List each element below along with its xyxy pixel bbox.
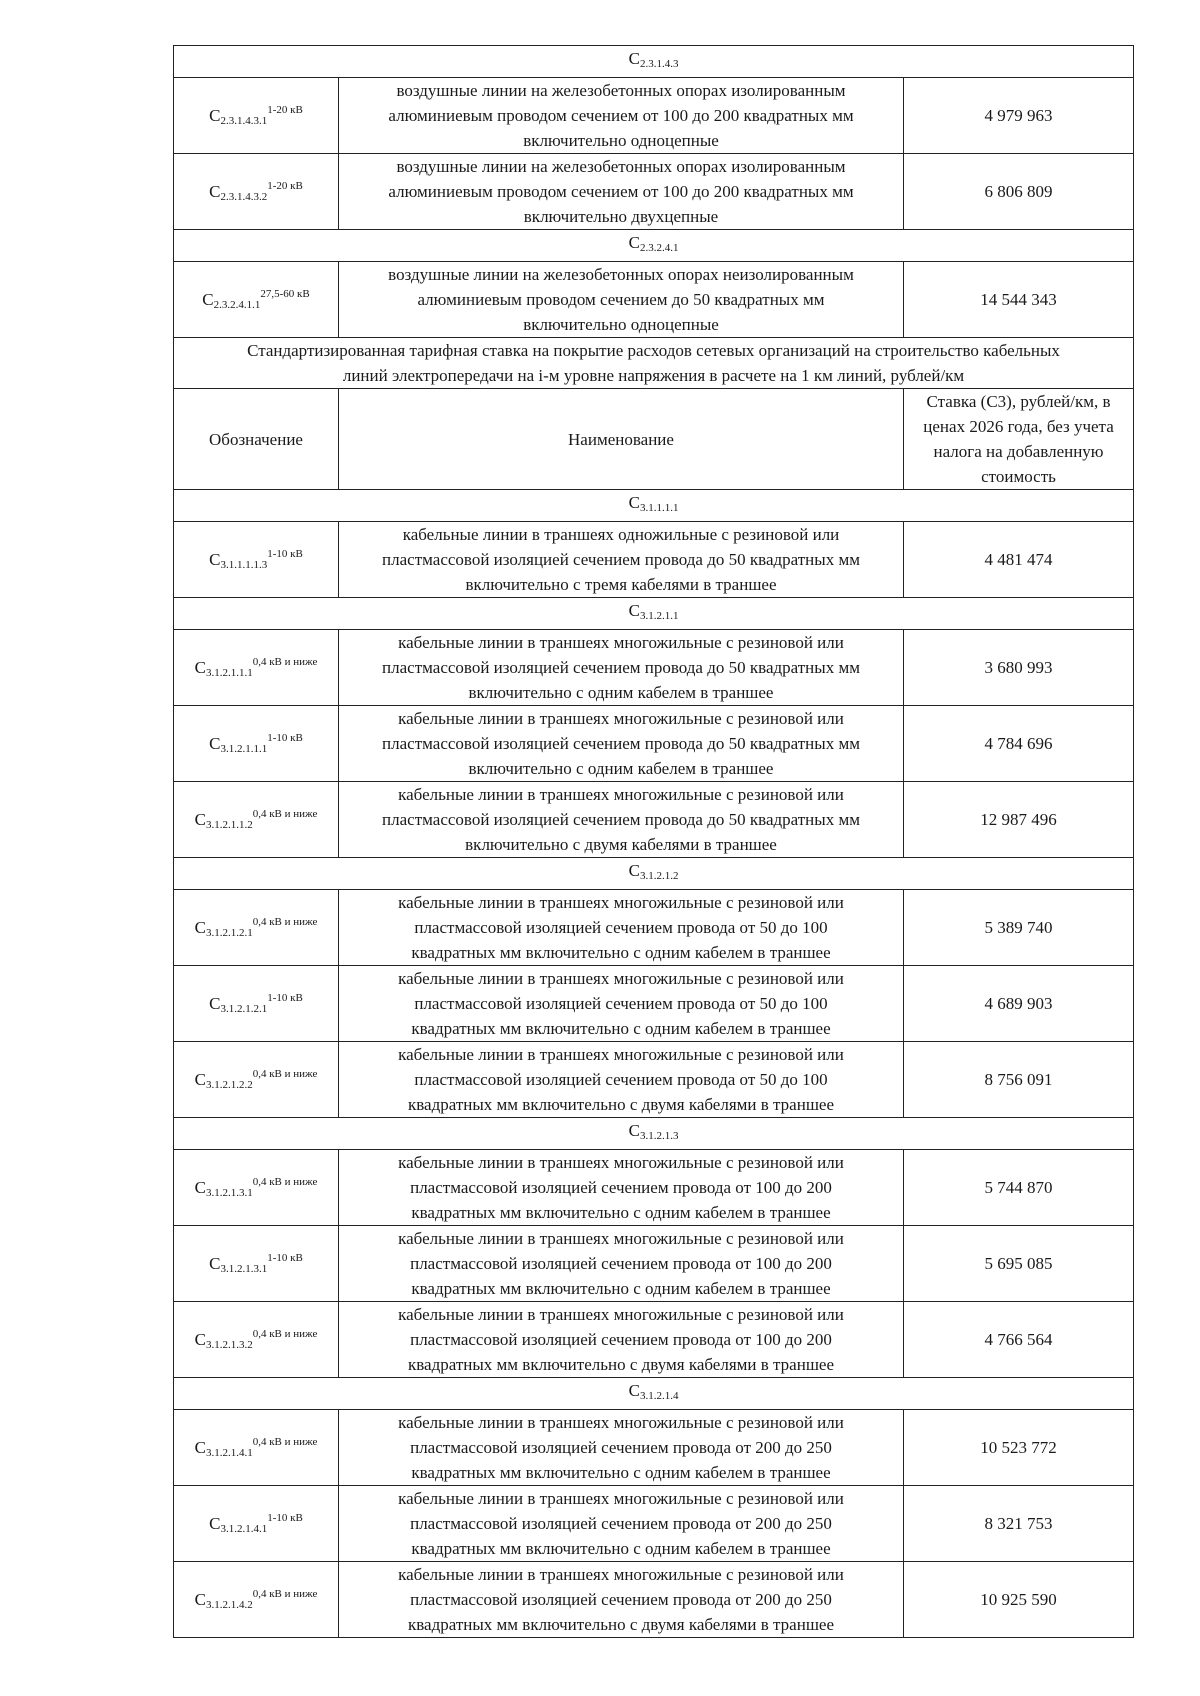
description-line: пластмассовой изоляцией сечением провода от 50 до 100	[414, 918, 828, 937]
code-voltage-superscript: 1-20 кВ	[267, 103, 303, 116]
description-line: квадратных мм включительно с двумя кабелями в траншее	[407, 1355, 834, 1374]
rate-value-cell: 4 481 474	[904, 522, 1134, 598]
description-line: кабельные линии в траншеях многожильные с резиновой или	[398, 785, 844, 804]
description-line: включительно одноцепные	[523, 315, 719, 334]
group-header-row	[174, 1378, 1134, 1410]
code-voltage-superscript: 0,4 кВ и ниже	[252, 1175, 318, 1188]
rate-value-cell: 5 695 085	[904, 1226, 1134, 1302]
rate-value-cell: 10 925 590	[904, 1562, 1134, 1638]
table-row	[174, 1042, 1134, 1118]
code-voltage-superscript: 1-10 кВ	[267, 731, 303, 744]
code-base: С	[628, 233, 640, 252]
code-voltage-superscript: 1-10 кВ	[267, 1511, 303, 1524]
description-line: воздушные линии на железобетонных опорах изолированным	[396, 81, 846, 100]
rate-value-cell: 3 680 993	[904, 630, 1134, 706]
rate-value-cell: 4 689 903	[904, 966, 1134, 1042]
description-line: квадратных мм включительно с двумя кабелями в траншее	[407, 1615, 834, 1634]
code-base: С	[194, 809, 206, 829]
column-header-row	[174, 389, 1134, 490]
description-line: кабельные линии в траншеях многожильные с резиновой или	[398, 709, 844, 728]
group-code	[174, 1378, 1134, 1410]
code-subscript: 3.1.2.1.2.1	[220, 1002, 268, 1015]
table-row	[174, 1302, 1134, 1378]
code-base: С	[202, 289, 214, 309]
description-cell	[339, 890, 904, 966]
description-cell	[339, 782, 904, 858]
group-header-row	[174, 230, 1134, 262]
description-line: алюминиевым проводом сечением от 100 до 200 квадратных мм	[388, 106, 854, 125]
code-subscript: 3.1.2.1.1.2	[205, 818, 253, 831]
description-line: квадратных мм включительно с одним кабелем в траншее	[411, 1019, 831, 1038]
section-title-line: Стандартизированная тарифная ставка на покрытие расходов сетевых организаций на строительство кабельных	[247, 341, 1060, 360]
code-voltage-superscript: 1-20 кВ	[267, 179, 303, 192]
description-line: кабельные линии в траншеях многожильные с резиновой или	[398, 1489, 844, 1508]
code-base: С	[209, 181, 221, 201]
table-row	[174, 966, 1134, 1042]
code-base: С	[628, 1121, 640, 1140]
description-line: кабельные линии в траншеях многожильные с резиновой или	[398, 1229, 844, 1248]
header-name: Наименование	[339, 389, 904, 490]
description-line: кабельные линии в траншеях многожильные с резиновой или	[398, 1045, 844, 1064]
code-subscript: 3.1.2.1.2.2	[205, 1078, 253, 1091]
code-subscript: 3.1.1.1.1	[639, 502, 679, 514]
code-base: С	[209, 105, 221, 125]
header-rate-line: ценах 2026 года, без учета	[923, 417, 1114, 436]
description-line: кабельные линии в траншеях многожильные с резиновой или	[398, 1153, 844, 1172]
code-subscript: 3.1.2.1.3.1	[205, 1186, 253, 1199]
description-line: квадратных мм включительно с двумя кабелями в траншее	[407, 1095, 834, 1114]
code-subscript: 3.1.2.1.1	[639, 610, 679, 622]
tariff-table	[173, 45, 1134, 1638]
table-row	[174, 1562, 1134, 1638]
description-line: пластмассовой изоляцией сечением провода от 200 до 250	[410, 1590, 832, 1609]
designation-cell	[174, 1410, 339, 1486]
rate-value-cell: 8 321 753	[904, 1486, 1134, 1562]
code-subscript: 2.3.2.4.1	[639, 242, 679, 254]
code-voltage-superscript: 1-10 кВ	[267, 547, 303, 560]
table-row	[174, 1486, 1134, 1562]
description-cell	[339, 966, 904, 1042]
description-line: пластмассовой изоляцией сечением провода от 50 до 100	[414, 1070, 828, 1089]
code-subscript: 3.1.2.1.3.1	[220, 1262, 268, 1275]
group-code	[174, 1118, 1134, 1150]
group-code	[174, 46, 1134, 78]
designation-cell	[174, 1150, 339, 1226]
designation-cell	[174, 1226, 339, 1302]
code-subscript: 3.1.2.1.4.2	[205, 1598, 253, 1611]
code-subscript: 3.1.2.1.3.2	[205, 1338, 253, 1351]
description-cell	[339, 154, 904, 230]
description-line: квадратных мм включительно с одним кабелем в траншее	[411, 1463, 831, 1482]
description-line: квадратных мм включительно с одним кабелем в траншее	[411, 943, 831, 962]
designation-cell	[174, 630, 339, 706]
designation-cell	[174, 966, 339, 1042]
code-base: С	[194, 1177, 206, 1197]
code-base: С	[628, 861, 640, 880]
header-rate-line: стоимость	[981, 467, 1056, 486]
header-rate-line: налога на добавленную	[933, 442, 1104, 461]
code-base: С	[209, 549, 221, 569]
description-line: воздушные линии на железобетонных опорах неизолированным	[388, 265, 854, 284]
table-row	[174, 1226, 1134, 1302]
code-voltage-superscript: 1-10 кВ	[267, 991, 303, 1004]
code-base: С	[628, 49, 640, 68]
group-header-row	[174, 46, 1134, 78]
description-line: кабельные линии в траншеях многожильные с резиновой или	[398, 1413, 844, 1432]
code-subscript: 3.1.2.1.1.1	[220, 742, 268, 755]
designation-cell	[174, 1486, 339, 1562]
description-line: пластмассовой изоляцией сечением провода до 50 квадратных мм	[382, 734, 860, 753]
description-line: пластмассовой изоляцией сечением провода от 100 до 200	[410, 1178, 832, 1197]
rate-value-cell: 5 389 740	[904, 890, 1134, 966]
table-row	[174, 890, 1134, 966]
description-line: пластмассовой изоляцией сечением провода до 50 квадратных мм	[382, 658, 860, 677]
code-voltage-superscript: 0,4 кВ и ниже	[252, 1067, 318, 1080]
rate-value-cell: 14 544 343	[904, 262, 1134, 338]
code-subscript: 3.1.2.1.2.1	[205, 926, 253, 939]
description-line: кабельные линии в траншеях многожильные с резиновой или	[398, 969, 844, 988]
group-code	[174, 490, 1134, 522]
description-line: кабельные линии в траншеях многожильные с резиновой или	[398, 633, 844, 652]
description-line: пластмассовой изоляцией сечением провода от 50 до 100	[414, 994, 828, 1013]
table-row	[174, 78, 1134, 154]
description-line: кабельные линии в траншеях одножильные с резиновой или	[402, 525, 840, 544]
code-base: С	[194, 1437, 206, 1457]
code-subscript: 2.3.2.4.1.1	[213, 298, 261, 311]
group-header-row	[174, 598, 1134, 630]
table-row	[174, 706, 1134, 782]
code-subscript: 2.3.1.4.3	[639, 58, 679, 70]
code-voltage-superscript: 27,5-60 кВ	[260, 287, 310, 300]
code-base: С	[628, 493, 640, 512]
description-cell	[339, 706, 904, 782]
section-title-line: линий электропередачи на i-м уровне напряжения в расчете на 1 км линий, рублей/км	[342, 366, 965, 385]
group-header-row	[174, 858, 1134, 890]
code-subscript: 3.1.1.1.1.3	[220, 558, 268, 571]
rate-value-cell: 8 756 091	[904, 1042, 1134, 1118]
code-subscript: 3.1.2.1.3	[639, 1130, 679, 1142]
description-cell	[339, 1410, 904, 1486]
description-line: пластмассовой изоляцией сечением провода до 50 квадратных мм	[382, 810, 860, 829]
code-voltage-superscript: 0,4 кВ и ниже	[252, 655, 318, 668]
code-voltage-superscript: 0,4 кВ и ниже	[252, 1587, 318, 1600]
code-subscript: 3.1.2.1.1.1	[205, 666, 253, 679]
designation-cell	[174, 890, 339, 966]
code-base: С	[194, 657, 206, 677]
group-header-row	[174, 490, 1134, 522]
table-row	[174, 522, 1134, 598]
description-line: кабельные линии в траншеях многожильные с резиновой или	[398, 893, 844, 912]
code-base: С	[194, 917, 206, 937]
description-line: алюминиевым проводом сечением до 50 квадратных мм	[417, 290, 825, 309]
rate-value-cell: 4 784 696	[904, 706, 1134, 782]
code-subscript: 2.3.1.4.3.1	[220, 114, 268, 127]
code-voltage-superscript: 0,4 кВ и ниже	[252, 1435, 318, 1448]
table-row	[174, 782, 1134, 858]
rate-value-cell: 5 744 870	[904, 1150, 1134, 1226]
description-line: кабельные линии в траншеях многожильные с резиновой или	[398, 1305, 844, 1324]
designation-cell	[174, 1302, 339, 1378]
designation-cell	[174, 154, 339, 230]
code-base: С	[628, 601, 640, 620]
code-base: С	[209, 1253, 221, 1273]
rate-value-cell: 4 979 963	[904, 78, 1134, 154]
description-cell	[339, 262, 904, 338]
description-line: квадратных мм включительно с одним кабелем в траншее	[411, 1203, 831, 1222]
description-cell	[339, 1226, 904, 1302]
description-cell	[339, 1302, 904, 1378]
description-line: пластмассовой изоляцией сечением провода от 200 до 250	[410, 1514, 832, 1533]
code-subscript: 3.1.2.1.4.1	[220, 1522, 268, 1535]
designation-cell	[174, 522, 339, 598]
description-cell	[339, 1562, 904, 1638]
rate-value-cell: 12 987 496	[904, 782, 1134, 858]
description-line: пластмассовой изоляцией сечением провода от 100 до 200	[410, 1254, 832, 1273]
code-subscript: 2.3.1.4.3.2	[220, 190, 268, 203]
description-line: включительно с одним кабелем в траншее	[468, 683, 774, 702]
description-line: пластмассовой изоляцией сечением провода от 200 до 250	[410, 1438, 832, 1457]
designation-cell	[174, 782, 339, 858]
code-base: С	[209, 993, 221, 1013]
code-voltage-superscript: 0,4 кВ и ниже	[252, 807, 318, 820]
tariff-table-body	[174, 46, 1134, 1638]
code-base: С	[209, 733, 221, 753]
designation-cell	[174, 78, 339, 154]
description-line: пластмассовой изоляцией сечением провода от 100 до 200	[410, 1330, 832, 1349]
description-cell	[339, 78, 904, 154]
code-voltage-superscript: 0,4 кВ и ниже	[252, 915, 318, 928]
code-voltage-superscript: 1-10 кВ	[267, 1251, 303, 1264]
description-line: включительно двухцепные	[523, 207, 719, 226]
code-subscript: 3.1.2.1.4.1	[205, 1446, 253, 1459]
group-code	[174, 598, 1134, 630]
group-code	[174, 230, 1134, 262]
description-line: воздушные линии на железобетонных опорах изолированным	[396, 157, 846, 176]
rate-value-cell: 6 806 809	[904, 154, 1134, 230]
designation-cell	[174, 706, 339, 782]
code-base: С	[628, 1381, 640, 1400]
code-subscript: 3.1.2.1.2	[639, 870, 679, 882]
header-rate	[904, 389, 1134, 490]
description-cell	[339, 630, 904, 706]
group-code	[174, 858, 1134, 890]
description-cell	[339, 1150, 904, 1226]
designation-cell	[174, 1042, 339, 1118]
code-base: С	[209, 1513, 221, 1533]
description-line: включительно одноцепные	[523, 131, 719, 150]
description-cell	[339, 1486, 904, 1562]
code-base: С	[194, 1069, 206, 1089]
rate-value-cell: 10 523 772	[904, 1410, 1134, 1486]
designation-cell	[174, 262, 339, 338]
table-row	[174, 630, 1134, 706]
description-line: пластмассовой изоляцией сечением провода до 50 квадратных мм	[382, 550, 860, 569]
table-row	[174, 1150, 1134, 1226]
description-line: кабельные линии в траншеях многожильные с резиновой или	[398, 1565, 844, 1584]
header-rate-line: Ставка (С3), рублей/км, в	[926, 392, 1111, 411]
section-title-row	[174, 338, 1134, 389]
code-subscript: 3.1.2.1.4	[639, 1390, 679, 1402]
header-designation: Обозначение	[174, 389, 339, 490]
designation-cell	[174, 1562, 339, 1638]
description-cell	[339, 1042, 904, 1118]
code-voltage-superscript: 0,4 кВ и ниже	[252, 1327, 318, 1340]
description-line: алюминиевым проводом сечением от 100 до 200 квадратных мм	[388, 182, 854, 201]
table-row	[174, 154, 1134, 230]
description-cell	[339, 522, 904, 598]
description-line: квадратных мм включительно с одним кабелем в траншее	[411, 1279, 831, 1298]
rate-value-cell: 4 766 564	[904, 1302, 1134, 1378]
description-line: включительно с тремя кабелями в траншее	[465, 575, 777, 594]
code-base: С	[194, 1329, 206, 1349]
table-row	[174, 1410, 1134, 1486]
description-line: включительно с двумя кабелями в траншее	[465, 835, 777, 854]
description-line: включительно с одним кабелем в траншее	[468, 759, 774, 778]
group-header-row	[174, 1118, 1134, 1150]
code-base: С	[194, 1589, 206, 1609]
description-line: квадратных мм включительно с одним кабелем в траншее	[411, 1539, 831, 1558]
section-title	[174, 338, 1134, 389]
table-row	[174, 262, 1134, 338]
